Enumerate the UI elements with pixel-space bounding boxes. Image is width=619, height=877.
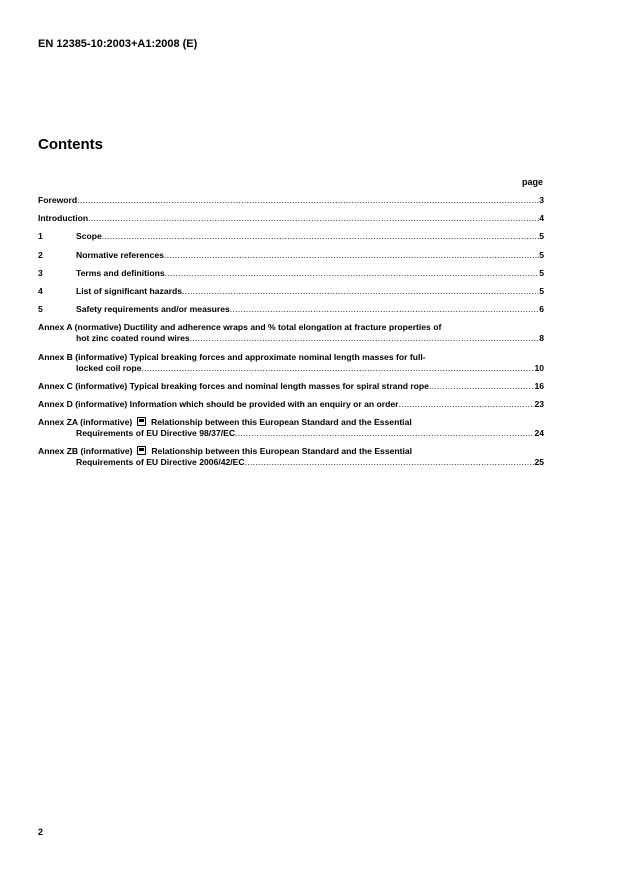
toc-entry-title: Relationship between this European Standard and the Essential [151,417,412,428]
dot-leader [102,231,539,242]
toc-entry-title: Relationship between this European Standard and the Essential [151,446,413,457]
toc-entry-page: 5 [539,231,544,242]
toc-entry-page: 25 [534,457,544,468]
toc-entry-title: Safety requirements and/or measures [76,304,230,315]
toc-entry-page: 3 [539,195,544,205]
table-of-contents [38,195,544,475]
toc-entry-safety-requirements[interactable] [38,304,544,315]
dot-leader [164,250,539,261]
toc-entry-title: Foreword [38,195,78,205]
toc-entry-page: 10 [534,362,544,373]
toc-entry-annex-a[interactable] [38,322,544,344]
toc-entry-scope[interactable] [38,231,544,242]
toc-entry-title: Annex A (normative) Ductility and adherence wraps and % total elongation at fracture properties of [38,322,442,333]
toc-entry-title: Annex B (informative) Typical breaking forces and approximate nominal length masses for full- [38,351,426,362]
toc-entry-number: 4 [38,285,43,296]
toc-entry-normative-references[interactable] [38,250,544,261]
document-code: EN 12385-10:2003+A1:2008 (E) [38,38,198,50]
toc-entry-title: Terms and definitions [76,267,165,278]
toc-entry-page: 5 [539,267,544,278]
toc-entry-page: 23 [534,398,544,409]
toc-entry-page: 24 [534,428,544,439]
page-title: Contents [38,136,103,153]
dot-leader [165,268,540,279]
toc-entry-number: 2 [38,249,43,260]
toc-entry-title-continued: hot zinc coated round wires [76,333,190,344]
toc-entry-title-continued: locked coil rope [76,362,142,373]
toc-entry-title: Annex D (informative) Information which should be provided with an enquiry or an order [38,398,399,409]
toc-entry-page: 6 [539,304,544,315]
page-number: 2 [38,827,44,837]
toc-entry-annex-label: Annex ZA (informative) [38,417,133,428]
dot-leader [230,304,539,315]
toc-entry-annex-d[interactable] [38,399,544,410]
dot-leader [235,428,534,439]
dot-leader [141,363,534,374]
toc-entry-title: Introduction [38,213,89,224]
toc-entry-annex-zb[interactable] [38,446,544,468]
toc-entry-annex-b[interactable] [38,352,544,374]
toc-entry-number: 3 [38,267,43,278]
toc-entry-title-continued: Requirements of EU Directive 98/37/EC [76,428,236,439]
dot-leader [77,195,539,206]
dot-leader [182,286,539,297]
toc-entry-title: Scope [76,231,102,242]
toc-entry-title: Normative references [76,249,164,260]
amendment-marker-icon [137,446,146,455]
toc-entry-page: 4 [539,213,544,224]
page-column-label: page [521,177,543,187]
toc-entry-title-continued: Requirements of EU Directive 2006/42/EC [76,457,245,468]
toc-entry-page: 5 [539,249,544,260]
toc-entry-hazards[interactable] [38,286,544,297]
toc-entry-annex-label: Annex ZB (informative) [38,446,133,457]
amendment-marker-icon [137,417,146,426]
toc-entry-introduction[interactable] [38,213,544,224]
toc-entry-page: 16 [534,380,544,391]
toc-entry-page: 5 [539,285,544,296]
toc-entry-annex-c[interactable] [38,381,544,392]
toc-entry-annex-za[interactable] [38,417,544,439]
dot-leader [190,333,540,344]
toc-entry-number: 5 [38,304,43,315]
dot-leader [429,381,534,392]
dot-leader [399,399,535,410]
toc-entry-page: 8 [539,333,544,344]
toc-entry-foreword[interactable] [38,195,544,206]
toc-entry-number: 1 [38,231,43,242]
dot-leader [88,213,539,224]
dot-leader [245,457,535,468]
toc-entry-title: Annex C (informative) Typical breaking forces and nominal length masses for spiral strand rope [38,380,429,391]
toc-entry-terms-definitions[interactable] [38,268,544,279]
toc-entry-title: List of significant hazards [76,285,183,296]
